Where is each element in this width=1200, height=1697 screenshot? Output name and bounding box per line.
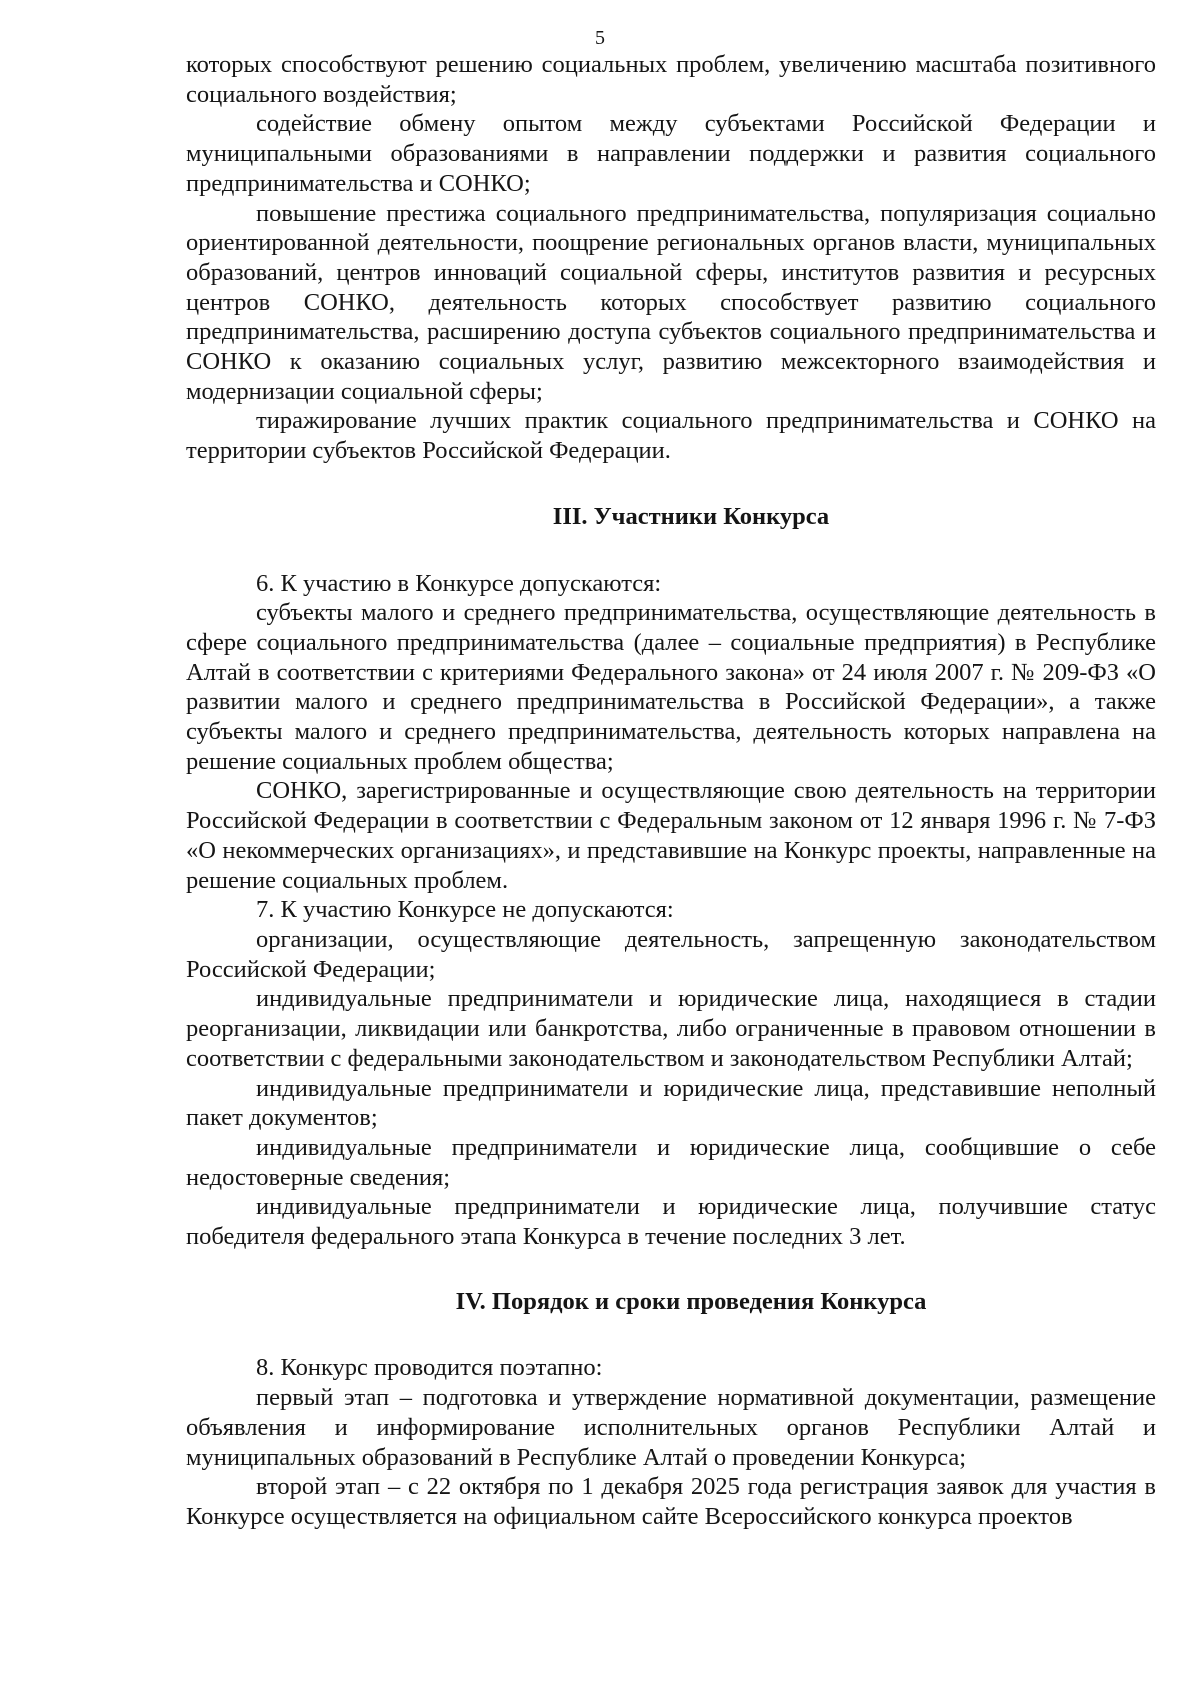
document-body: [186, 50, 1156, 1532]
paragraph: повышение престижа социального предпринимательства, популяризация социально ориентированной деятельности, поощрение региональных органов власти, муниципальных образований, центров инноваций социальной сферы, институтов развития и ресурсных центров СОНКО, деятельность которых способствует развитию социального предпринимательства, расширению доступа субъектов социального предпринимательства и СОНКО к оказанию социальных услуг, развитию межсекторного взаимодействия и модернизации социальной сферы;: [186, 199, 1156, 405]
section-heading-participants: III. Участники Конкурса: [552, 502, 830, 530]
paragraph: 6. К участию в Конкурсе допускаются:: [256, 569, 662, 597]
paragraph: индивидуальные предприниматели и юридические лица, находящиеся в стадии реорганизации, ликвидации или банкротства, либо ограниченные в правовом отношении в соответствии с федеральными законодательством и законодательством Республики Алтай;: [186, 985, 1156, 1072]
paragraph: субъекты малого и среднего предпринимательства, осуществляющие деятельность в сфере социального предпринимательства (далее – социальные предприятия) в Республике Алтай в соответствии с критериями Федерального закона» от 24 июля 2007 г. № 209-ФЗ «О развитии малого и среднего предпринимательства в Российской Федерации», а также субъекты малого и среднего предпринимательства, деятельность которых направлена на решение социальных проблем общества;: [186, 599, 1156, 775]
paragraph: содействие обмену опытом между субъектами Российской Федерации и муниципальными образованиями в направлении поддержки и развития социального предпринимательства и СОНКО;: [186, 110, 1156, 197]
paragraph: тиражирование лучших практик социального предпринимательства и СОНКО на территории субъектов Российской Федерации.: [186, 407, 1156, 465]
paragraph: индивидуальные предприниматели и юридические лица, сообщившие о себе недостоверные сведения;: [186, 1133, 1156, 1191]
paragraph: индивидуальные предприниматели и юридические лица, получившие статус победителя федерального этапа Конкурса в течение последних 3 лет.: [186, 1193, 1156, 1251]
paragraph: 8. Конкурс проводится поэтапно:: [256, 1354, 603, 1382]
paragraph: второй этап – с 22 октября по 1 декабря 2025 года регистрация заявок для участия в Конкурсе осуществляется на официальном сайте Всероссийского конкурса проектов: [186, 1473, 1156, 1530]
paragraph: СОНКО, зарегистрированные и осуществляющие свою деятельность на территории Российской Федерации в соответствии с Федеральным законом от 12 января 1996 г. № 7-ФЗ «О некоммерческих организациях», и представившие на Конкурс проекты, направленные на решение социальных проблем.: [186, 777, 1156, 894]
paragraph: организации, осуществляющие деятельность, запрещенную законодательством Российской Федерации;: [186, 925, 1156, 983]
paragraph: индивидуальные предприниматели и юридические лица, представившие неполный пакет документов;: [186, 1074, 1156, 1132]
page-number: 5: [595, 27, 605, 49]
section-heading-procedure: IV. Порядок и сроки проведения Конкурса: [455, 1287, 927, 1315]
paragraph: которых способствуют решению социальных проблем, увеличению масштаба позитивного социального воздействия;: [186, 51, 1156, 108]
paragraph: 7. К участию Конкурсе не допускаются:: [256, 896, 674, 924]
paragraph: первый этап – подготовка и утверждение нормативной документации, размещение объявления и информирование исполнительных органов Республики Алтай и муниципальных образований в Республике Алтай о проведении Конкурса;: [186, 1384, 1156, 1471]
